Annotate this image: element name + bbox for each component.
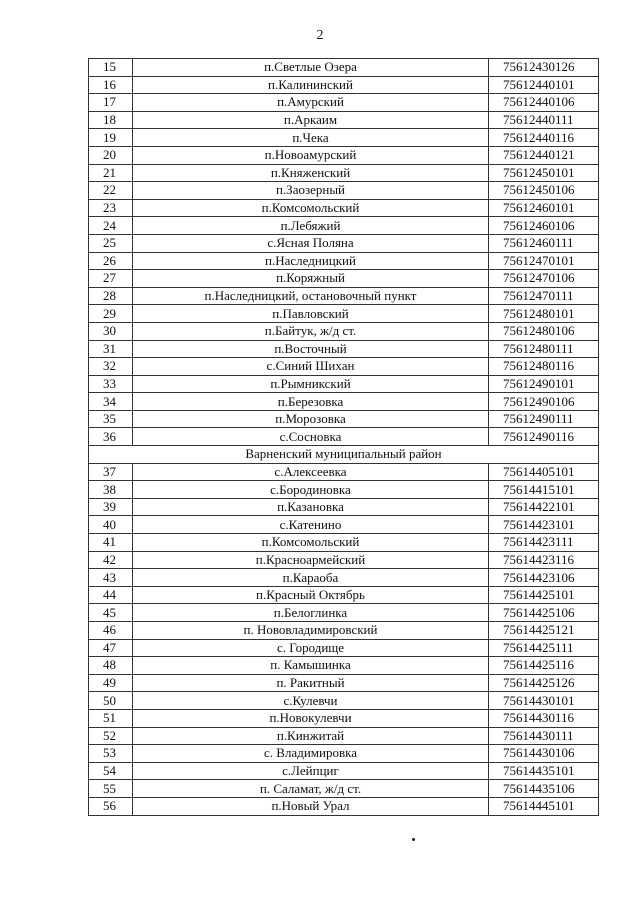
row-number: 39 <box>89 498 133 516</box>
table-row <box>89 639 599 657</box>
oktmo-code: 75612450106 <box>489 182 599 200</box>
table-row <box>89 727 599 745</box>
oktmo-code: 75612490116 <box>489 428 599 446</box>
table-row <box>89 199 599 217</box>
settlement-name: п. Саламат, ж/д ст. <box>133 780 489 798</box>
row-number: 54 <box>89 762 133 780</box>
table-row <box>89 534 599 552</box>
oktmo-code: 75612440101 <box>489 76 599 94</box>
table-row <box>89 428 599 446</box>
oktmo-code: 75614425126 <box>489 674 599 692</box>
oktmo-code: 75614423101 <box>489 516 599 534</box>
settlement-name: с.Сосновка <box>133 428 489 446</box>
table-row <box>89 305 599 323</box>
settlement-name: п.Рымникский <box>133 375 489 393</box>
settlement-name: п.Березовка <box>133 393 489 411</box>
row-number: 23 <box>89 199 133 217</box>
settlement-name: п.Красноармейский <box>133 551 489 569</box>
table-row <box>89 498 599 516</box>
row-number: 45 <box>89 604 133 622</box>
table-row <box>89 234 599 252</box>
table-row <box>89 59 599 77</box>
oktmo-code: 75612480106 <box>489 322 599 340</box>
row-number: 20 <box>89 146 133 164</box>
oktmo-code: 75614430106 <box>489 745 599 763</box>
settlement-name: п.Заозерный <box>133 182 489 200</box>
oktmo-code: 75612440106 <box>489 94 599 112</box>
row-number: 27 <box>89 270 133 288</box>
table-row <box>89 217 599 235</box>
row-number: 33 <box>89 375 133 393</box>
row-number: 47 <box>89 639 133 657</box>
row-number: 55 <box>89 780 133 798</box>
settlement-name: п.Комсомольский <box>133 534 489 552</box>
oktmo-code: 75614423111 <box>489 534 599 552</box>
row-number: 38 <box>89 481 133 499</box>
table-row <box>89 692 599 710</box>
table-row <box>89 780 599 798</box>
settlement-name: п.Лебяжий <box>133 217 489 235</box>
settlement-name: с.Катенино <box>133 516 489 534</box>
oktmo-code: 75614405101 <box>489 463 599 481</box>
oktmo-code: 75612440121 <box>489 146 599 164</box>
section-title: Варненский муниципальный район <box>89 446 599 464</box>
oktmo-code: 75614430116 <box>489 709 599 727</box>
settlement-name: п.Кинжитай <box>133 727 489 745</box>
table-row <box>89 657 599 675</box>
oktmo-code: 75612470106 <box>489 270 599 288</box>
row-number: 29 <box>89 305 133 323</box>
table-row <box>89 674 599 692</box>
oktmo-code: 75612450101 <box>489 164 599 182</box>
row-number: 56 <box>89 797 133 815</box>
oktmo-code: 75612440116 <box>489 129 599 147</box>
row-number: 34 <box>89 393 133 411</box>
oktmo-code: 75612480116 <box>489 358 599 376</box>
row-number: 42 <box>89 551 133 569</box>
oktmo-code: 75614425111 <box>489 639 599 657</box>
oktmo-code: 75612470101 <box>489 252 599 270</box>
table-row <box>89 516 599 534</box>
settlement-name: п.Коряжный <box>133 270 489 288</box>
table-row <box>89 322 599 340</box>
row-number: 25 <box>89 234 133 252</box>
row-number: 36 <box>89 428 133 446</box>
settlement-name: п.Белоглинка <box>133 604 489 622</box>
row-number: 41 <box>89 534 133 552</box>
settlement-name: п.Новый Урал <box>133 797 489 815</box>
row-number: 50 <box>89 692 133 710</box>
row-number: 46 <box>89 622 133 640</box>
table-row <box>89 252 599 270</box>
row-number: 22 <box>89 182 133 200</box>
settlement-name: п.Новоамурский <box>133 146 489 164</box>
oktmo-code: 75614430111 <box>489 727 599 745</box>
page-number: 2 <box>316 28 324 43</box>
scan-speck <box>412 838 415 841</box>
table-row <box>89 340 599 358</box>
row-number: 35 <box>89 410 133 428</box>
settlement-name: п.Павловский <box>133 305 489 323</box>
row-number: 40 <box>89 516 133 534</box>
settlement-name: с.Синий Шихан <box>133 358 489 376</box>
settlement-name: п.Комсомольский <box>133 199 489 217</box>
oktmo-code: 75614425116 <box>489 657 599 675</box>
oktmo-code: 75612430126 <box>489 59 599 77</box>
oktmo-code: 75612460101 <box>489 199 599 217</box>
table-row <box>89 410 599 428</box>
row-number: 17 <box>89 94 133 112</box>
oktmo-code: 75612460111 <box>489 234 599 252</box>
table-row <box>89 94 599 112</box>
settlement-name: п.Наследницкий <box>133 252 489 270</box>
oktmo-code: 75614415101 <box>489 481 599 499</box>
table-row <box>89 797 599 815</box>
settlement-name: п.Княженский <box>133 164 489 182</box>
settlement-name: п.Амурский <box>133 94 489 112</box>
table-row <box>89 270 599 288</box>
row-number: 37 <box>89 463 133 481</box>
oktmo-code: 75612480101 <box>489 305 599 323</box>
settlement-name: п.Калининский <box>133 76 489 94</box>
settlement-name: п.Чека <box>133 129 489 147</box>
table-row <box>89 762 599 780</box>
row-number: 52 <box>89 727 133 745</box>
oktmo-code: 75612460106 <box>489 217 599 235</box>
row-number: 51 <box>89 709 133 727</box>
table-row <box>89 358 599 376</box>
oktmo-code: 75614423116 <box>489 551 599 569</box>
settlement-name: п.Наследницкий, остановочный пункт <box>133 287 489 305</box>
row-number: 26 <box>89 252 133 270</box>
settlement-name: п.Красный Октябрь <box>133 586 489 604</box>
table-row <box>89 463 599 481</box>
settlement-name: с.Бородиновка <box>133 481 489 499</box>
settlement-name: п.Аркаим <box>133 111 489 129</box>
table-row <box>89 622 599 640</box>
oktmo-code: 75614445101 <box>489 797 599 815</box>
settlements-table <box>88 58 599 816</box>
settlement-name: п.Новокулевчи <box>133 709 489 727</box>
table-row <box>89 586 599 604</box>
table-row <box>89 745 599 763</box>
settlement-name: п.Байтук, ж/д ст. <box>133 322 489 340</box>
row-number: 43 <box>89 569 133 587</box>
settlement-name: п.Восточный <box>133 340 489 358</box>
row-number: 31 <box>89 340 133 358</box>
oktmo-code: 75614425101 <box>489 586 599 604</box>
oktmo-code: 75614422101 <box>489 498 599 516</box>
table-row <box>89 111 599 129</box>
row-number: 49 <box>89 674 133 692</box>
oktmo-code: 75614423106 <box>489 569 599 587</box>
settlement-name: с.Кулевчи <box>133 692 489 710</box>
settlement-name: с. Городище <box>133 639 489 657</box>
oktmo-code: 75612480111 <box>489 340 599 358</box>
oktmo-code: 75614430101 <box>489 692 599 710</box>
settlement-name: п. Ракитный <box>133 674 489 692</box>
table-row <box>89 146 599 164</box>
settlement-name: с.Лейпциг <box>133 762 489 780</box>
row-number: 53 <box>89 745 133 763</box>
table-row <box>89 481 599 499</box>
row-number: 44 <box>89 586 133 604</box>
row-number: 16 <box>89 76 133 94</box>
oktmo-code: 75614425121 <box>489 622 599 640</box>
oktmo-code: 75612440111 <box>489 111 599 129</box>
table-row <box>89 129 599 147</box>
row-number: 21 <box>89 164 133 182</box>
settlement-name: п.Морозовка <box>133 410 489 428</box>
table-row <box>89 569 599 587</box>
table-row <box>89 164 599 182</box>
row-number: 15 <box>89 59 133 77</box>
section-header-row <box>89 446 599 464</box>
table-row <box>89 393 599 411</box>
oktmo-code: 75612470111 <box>489 287 599 305</box>
row-number: 24 <box>89 217 133 235</box>
oktmo-code: 75612490111 <box>489 410 599 428</box>
settlement-name: п. Нововладимировский <box>133 622 489 640</box>
row-number: 28 <box>89 287 133 305</box>
settlement-name: с.Алексеевка <box>133 463 489 481</box>
settlement-name: п.Казановка <box>133 498 489 516</box>
row-number: 48 <box>89 657 133 675</box>
oktmo-code: 75614435101 <box>489 762 599 780</box>
table-row <box>89 375 599 393</box>
table-row <box>89 182 599 200</box>
settlement-name: п. Камышинка <box>133 657 489 675</box>
table-row <box>89 76 599 94</box>
settlement-name: с.Ясная Поляна <box>133 234 489 252</box>
oktmo-code: 75612490101 <box>489 375 599 393</box>
oktmo-code: 75612490106 <box>489 393 599 411</box>
oktmo-code: 75614435106 <box>489 780 599 798</box>
row-number: 30 <box>89 322 133 340</box>
row-number: 18 <box>89 111 133 129</box>
row-number: 19 <box>89 129 133 147</box>
table-row <box>89 287 599 305</box>
row-number: 32 <box>89 358 133 376</box>
table-row <box>89 604 599 622</box>
table-row <box>89 551 599 569</box>
settlement-name: п.Караоба <box>133 569 489 587</box>
oktmo-code: 75614425106 <box>489 604 599 622</box>
settlement-name: п.Светлые Озера <box>133 59 489 77</box>
table-row <box>89 709 599 727</box>
settlement-name: с. Владимировка <box>133 745 489 763</box>
